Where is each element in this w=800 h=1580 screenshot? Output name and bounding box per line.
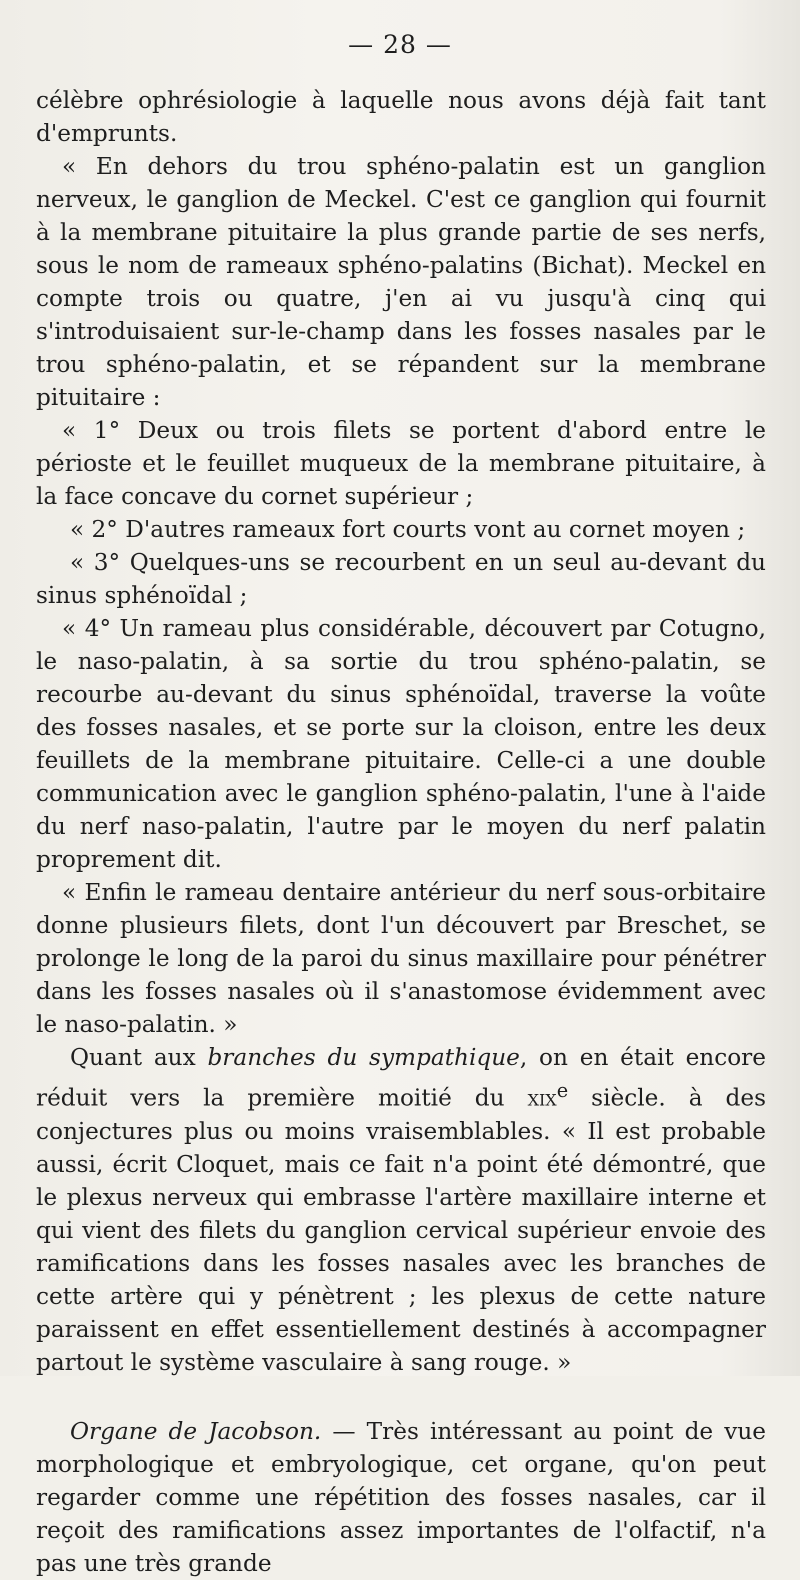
paragraph-8-italic: branches du sympathique [207, 1044, 520, 1071]
paragraph-8-century: xix [527, 1084, 557, 1112]
paragraph-3: « 1° Deux ou trois filets se portent d'abord entre le périoste et le feuillet muqueux de la membrane pituitaire, à la face concave du cornet supérieur ; [36, 417, 766, 510]
paragraph-4: « 2° D'autres rameaux fort courts vont au cornet moyen ; [70, 516, 746, 543]
body-text [36, 84, 766, 1580]
paragraph-8-suffix: siècle. à des conjectures plus ou moins vraisemblables. « Il est probable aussi, écrit Cloquet, mais ce fait n'a point été démontré, que le plexus nerveux qui embrasse l'artère maxillaire interne et qui vient des filets du ganglion cervical supérieur envoie des ramifications dans les fosses nasales avec les branches de cette artère qui y pénètrent ; les plexus de cette nature paraissent en effet essentiellement destinés à accompagner partout le système vasculaire à sang rouge. » [36, 1084, 767, 1376]
paragraph-1: célèbre ophrésiologie à laquelle nous avons déjà fait tant d'emprunts. [36, 87, 766, 147]
paragraph-5: « 3° Quelques-uns se recourbent en un seul au-devant du sinus sphénoïdal ; [36, 549, 766, 609]
paragraph-8-prefix: Quant aux [70, 1044, 208, 1071]
paragraph-8 [36, 1041, 766, 1379]
paragraph-9 [36, 1415, 766, 1580]
paragraph-7: « Enfin le rameau dentaire antérieur du nerf sous-orbitaire donne plusieurs filets, dont l'un découvert par Breschet, se prolonge le long de la paroi du sinus maxillaire pour pénétrer dans les fosses nasales où il s'anastomose évidemment avec le naso-palatin. » [36, 879, 766, 1038]
paragraph-6: « 4° Un rameau plus considérable, découvert par Cotugno, le naso-palatin, à sa sortie du trou sphéno-palatin, se recourbe au-devant du sinus sphénoïdal, traverse la voûte des fosses nasales, et se porte sur la cloison, entre les deux feuillets de la membrane pituitaire. Celle-ci a une double communication avec le ganglion sphéno-palatin, l'une à l'aide du nerf naso-palatin, l'autre par le moyen du nerf palatin proprement dit. [36, 615, 766, 873]
paragraph-8-century-sup: e [556, 1079, 569, 1102]
paragraph-8-middle: , on en était encore réduit vers la première moitié du [36, 1044, 766, 1112]
paragraph-9-text: — Très intéressant au point de vue morphologique et embryologique, cet organe, qu'on peut regarder comme une répétition des fosses nasales, car il reçoit des ramifications assez importantes de l'olfactif, n'a pas une très grande [36, 1417, 766, 1577]
section-heading-jacobson: Organe de Jacobson. [70, 1417, 322, 1445]
paragraph-2: « En dehors du trou sphéno-palatin est un ganglion nerveux, le ganglion de Meckel. C'est ce ganglion qui fournit à la membrane pituitaire la plus grande partie de ses nerfs, sous le nom de rameaux sphéno-palatins (Bichat). Meckel en compte trois ou quatre, j'en ai vu jusqu'à cinq qui s'introduisaient sur-le-champ dans les fosses nasales par le trou sphéno-palatin, et se répandent sur la membrane pituitaire : [36, 153, 766, 411]
page-number: — 28 — [348, 30, 452, 59]
